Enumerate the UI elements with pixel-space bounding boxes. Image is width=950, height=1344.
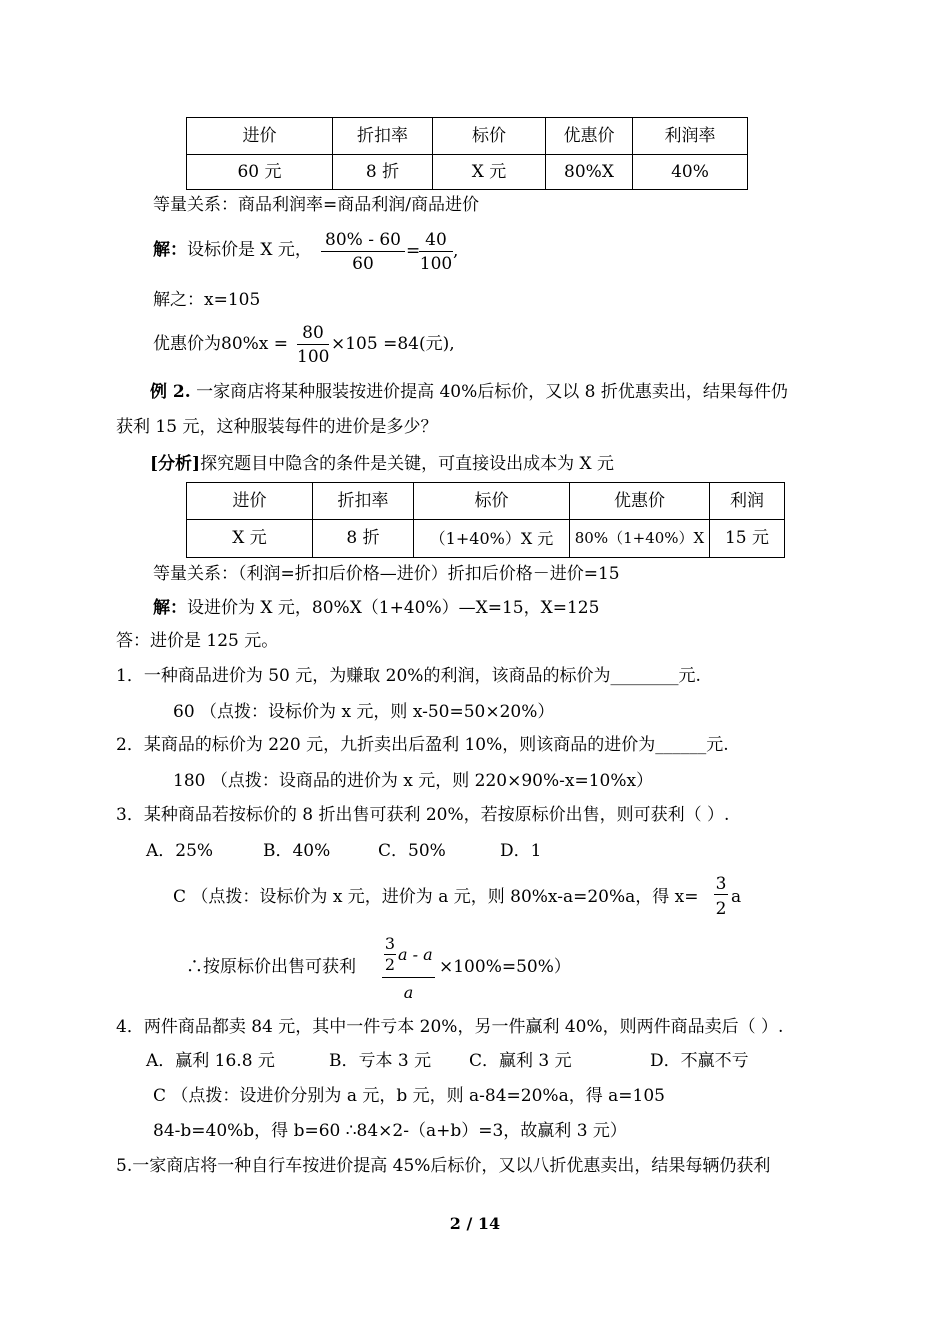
table-pricing-2	[186, 482, 785, 558]
table-header: 进价	[187, 483, 313, 520]
table-header: 优惠价	[570, 483, 710, 520]
answer-2: 答：进价是 125 元。	[116, 631, 279, 651]
equals-sign: =	[406, 241, 421, 261]
solution-label: 解：	[153, 240, 187, 260]
option-b: B．亏本 3 元	[329, 1051, 432, 1071]
table-cell: 8 折	[313, 520, 414, 558]
table-header: 利润	[710, 483, 785, 520]
fraction-bar	[297, 344, 329, 345]
option-d: D．1	[500, 841, 542, 861]
table-header: 折扣率	[313, 483, 414, 520]
question-3-conclusion-suffix: ×100%=50%）	[439, 957, 571, 977]
table-cell: X 元	[187, 520, 313, 558]
question-3-hint-suffix: a	[731, 887, 742, 907]
example-2-line2: 获利 15 元，这种服装每件的进价是多少？	[116, 417, 438, 437]
fraction-denominator: 60	[352, 254, 374, 274]
fraction-denominator: 2	[384, 955, 396, 974]
fraction-bar	[382, 977, 435, 978]
fraction-denominator: 2	[715, 899, 727, 919]
fraction-numerator: 80	[302, 323, 324, 343]
option-d: D．不赢不亏	[650, 1051, 749, 1071]
example-label: 例 2.	[150, 382, 191, 402]
fraction-denominator: 100	[297, 347, 330, 367]
solution-text: 设标价是 X 元，	[187, 240, 312, 260]
question-3-conclusion: ∴按原标价出售可获利	[186, 957, 356, 977]
analysis-label: [分析]	[150, 454, 201, 474]
question-5: 5.一家商店将一种自行车按进价提高 45%后标价，又以八折优惠卖出，结果每辆仍获利	[116, 1156, 771, 1176]
fraction-denominator: a	[403, 983, 414, 1002]
fraction-numerator: 3	[715, 874, 727, 894]
solution-2: 解：设进价为 X 元，80%X（1+40%）—X=15，X=125	[153, 598, 600, 618]
equality-relation-2: 等量关系：（利润=折扣后价格—进价）折扣后价格－进价=15	[153, 564, 620, 584]
comma: ,	[453, 241, 459, 261]
table-header: 利润率	[633, 118, 748, 155]
question-2: 2．某商品的标价为 220 元，九折卖出后盈利 10%，则该商品的进价为______元.	[116, 735, 729, 755]
table-header: 标价	[433, 118, 546, 155]
fraction-bar	[714, 894, 728, 895]
analysis: [分析]探究题目中隐含的条件是关键，可直接设出成本为 X 元	[150, 454, 615, 474]
solve-1: 解之：x=105	[153, 290, 261, 310]
question-2-hint: 180 （点拨：设商品的进价为 x 元，则 220×90%-x=10%x）	[173, 771, 654, 791]
solution-1	[153, 242, 312, 259]
fraction-denominator: 100	[419, 254, 453, 274]
question-3: 3．某种商品若按标价的 8 折出售可获利 20%，若按原标价出售，则可获利（ ）.	[116, 805, 730, 825]
question-1: 1．一种商品进价为 50 元，为赚取 20%的利润，该商品的标价为________元.	[116, 666, 701, 686]
fraction-numerator-rest: a - a	[398, 945, 433, 964]
option-b: B．40%	[263, 841, 331, 861]
option-c: C．赢利 3 元	[469, 1051, 572, 1071]
table-header: 优惠价	[546, 118, 633, 155]
discount-price-prefix: 优惠价为80%x =	[153, 334, 289, 354]
table-header: 标价	[414, 483, 570, 520]
question-3-hint: C （点拨：设标价为 x 元，进价为 a 元，则 80%x-a=20%a，得 x=	[173, 887, 699, 907]
fraction-bar	[321, 251, 405, 252]
fraction-bar	[419, 251, 453, 252]
option-a: A．25%	[146, 841, 214, 861]
table-cell: （1+40%）X 元	[414, 520, 570, 558]
table-cell: 15 元	[710, 520, 785, 558]
table-header: 折扣率	[333, 118, 433, 155]
option-c: C．50%	[378, 841, 446, 861]
example-2-line1: 例 2. 一家商店将某种服装按进价提高 40%后标价，又以 8 折优惠卖出，结果每件仍	[150, 382, 788, 402]
fraction-numerator: 80% - 60	[325, 230, 401, 250]
table-cell: 40%	[633, 155, 748, 190]
question-4: 4．两件商品都卖 84 元，其中一件亏本 20%，另一件赢利 40%，则两件商品卖后（ ）.	[116, 1017, 784, 1037]
table-header: 进价	[187, 118, 333, 155]
table-pricing-1	[186, 117, 748, 190]
option-a: A．赢利 16.8 元	[146, 1051, 275, 1071]
table-cell: 60 元	[187, 155, 333, 190]
table-cell: X 元	[433, 155, 546, 190]
page-number: 2 / 14	[449, 1214, 501, 1233]
question-4-hint-1: C （点拨：设进价分别为 a 元，b 元，则 a-84=20%a，得 a=105	[153, 1086, 665, 1106]
table-cell: 80%（1+40%）X	[570, 520, 710, 558]
discount-price-suffix: ×105 =84(元),	[331, 334, 455, 354]
fraction-numerator: 3	[384, 934, 396, 953]
table-cell: 8 折	[333, 155, 433, 190]
table-cell: 80%X	[546, 155, 633, 190]
fraction-numerator: 40	[425, 230, 447, 250]
question-4-hint-2: 84-b=40%b，得 b=60 ∴84×2-（a+b）=3，故赢利 3 元）	[153, 1121, 627, 1141]
solution-label: 解：	[153, 598, 187, 618]
equality-relation-1: 等量关系：商品利润率=商品利润/商品进价	[153, 195, 479, 215]
question-1-hint: 60 （点拨：设标价为 x 元，则 x-50=50×20%）	[173, 702, 555, 722]
